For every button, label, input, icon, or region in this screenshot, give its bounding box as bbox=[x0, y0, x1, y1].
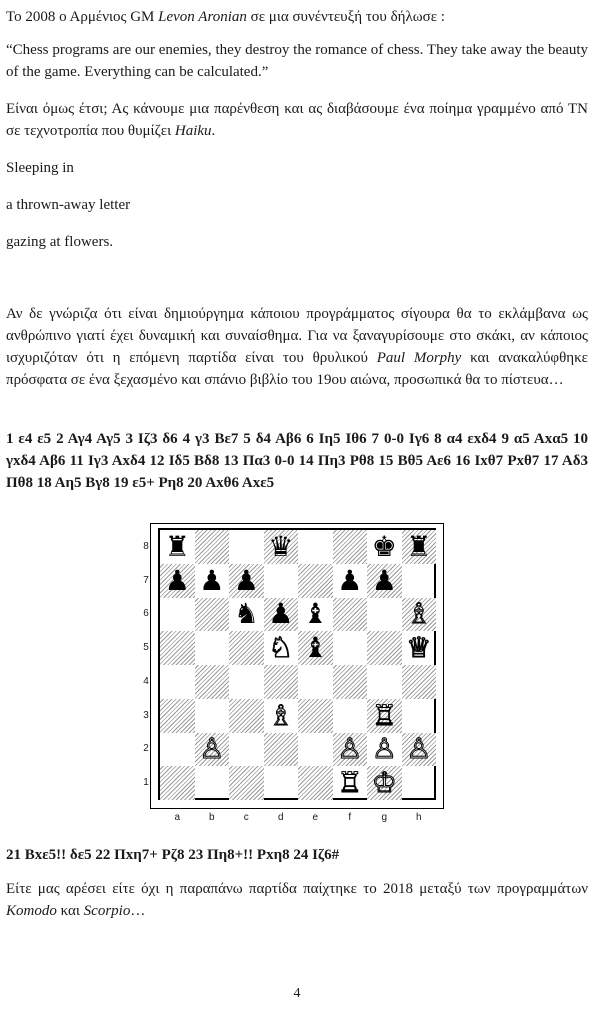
square-e5 bbox=[298, 631, 333, 665]
square-h7 bbox=[402, 564, 437, 598]
square-a1 bbox=[160, 766, 195, 800]
square-h6 bbox=[402, 598, 437, 632]
square-c2 bbox=[229, 733, 264, 767]
chess-diagram bbox=[143, 523, 444, 823]
square-h8 bbox=[402, 530, 437, 564]
file-label-a: a bbox=[174, 812, 181, 823]
rank-label-4: 4 bbox=[143, 675, 149, 687]
haiku-intro-paragraph: Είναι όμως έτσι; Ας κάνουμε μια παρένθεση και ας διαβάσουμε ένα ποίημα γραμμένο από ΤΝ σε τεχνοτροπία που θυμίζει Haiku. bbox=[6, 101, 588, 139]
file-label-e: e bbox=[312, 812, 319, 823]
file-label-h: h bbox=[415, 812, 422, 823]
rank-label-3: 3 bbox=[143, 709, 149, 721]
square-d4 bbox=[264, 665, 299, 699]
black-pawn-c7: ♟ bbox=[233, 563, 259, 597]
black-pawn-f7: ♟ bbox=[337, 563, 363, 597]
file-label-b: b bbox=[208, 812, 215, 823]
square-f1 bbox=[333, 766, 368, 800]
white-pawn-g2: ♙ bbox=[371, 732, 397, 766]
black-pawn-b7: ♟ bbox=[199, 563, 225, 597]
black-rook-h8: ♜ bbox=[406, 529, 432, 563]
black-pawn-d6: ♟ bbox=[268, 597, 294, 631]
square-b7 bbox=[195, 564, 230, 598]
square-d2 bbox=[264, 733, 299, 767]
square-g3 bbox=[367, 699, 402, 733]
file-label-g: g bbox=[381, 812, 388, 823]
white-rook-f1: ♖ bbox=[337, 766, 363, 800]
white-bishop-h6: ♗ bbox=[406, 597, 432, 631]
square-g4 bbox=[367, 665, 402, 699]
square-a2 bbox=[160, 733, 195, 767]
square-a6 bbox=[160, 598, 195, 632]
square-f6 bbox=[333, 598, 368, 632]
square-a4 bbox=[160, 665, 195, 699]
square-e7 bbox=[298, 564, 333, 598]
aronian-quote: “Chess programs are our enemies, they destroy the romance of chess. They take away the beauty of the game. Everything can be calculated.” bbox=[6, 42, 588, 80]
haiku-line-1: Sleeping in bbox=[6, 160, 74, 176]
square-g5 bbox=[367, 631, 402, 665]
square-c5 bbox=[229, 631, 264, 665]
rank-label-6: 6 bbox=[143, 608, 149, 620]
square-b5 bbox=[195, 631, 230, 665]
square-e3 bbox=[298, 699, 333, 733]
white-queen-h5: ♕ bbox=[406, 631, 432, 665]
square-a7 bbox=[160, 564, 195, 598]
square-a8 bbox=[160, 530, 195, 564]
square-d1 bbox=[264, 766, 299, 800]
square-f8 bbox=[333, 530, 368, 564]
square-a5 bbox=[160, 631, 195, 665]
square-e8 bbox=[298, 530, 333, 564]
square-g2 bbox=[367, 733, 402, 767]
square-a3 bbox=[160, 699, 195, 733]
square-c3 bbox=[229, 699, 264, 733]
square-b8 bbox=[195, 530, 230, 564]
black-king-g8: ♚ bbox=[371, 529, 397, 563]
rank-label-8: 8 bbox=[143, 540, 149, 552]
black-pawn-g7: ♟ bbox=[371, 563, 397, 597]
square-d3 bbox=[264, 699, 299, 733]
square-d6 bbox=[264, 598, 299, 632]
file-label-c: c bbox=[243, 812, 249, 823]
square-f5 bbox=[333, 631, 368, 665]
white-rook-g3: ♖ bbox=[371, 698, 397, 732]
square-b6 bbox=[195, 598, 230, 632]
square-g1 bbox=[367, 766, 402, 800]
square-c7 bbox=[229, 564, 264, 598]
file-label-d: d bbox=[277, 812, 284, 823]
square-c4 bbox=[229, 665, 264, 699]
square-h5 bbox=[402, 631, 437, 665]
square-h4 bbox=[402, 665, 437, 699]
white-pawn-b2: ♙ bbox=[199, 732, 225, 766]
black-bishop-e6: ♝ bbox=[302, 597, 328, 631]
square-d5 bbox=[264, 631, 299, 665]
square-g6 bbox=[367, 598, 402, 632]
square-c8 bbox=[229, 530, 264, 564]
square-h2 bbox=[402, 733, 437, 767]
square-c1 bbox=[229, 766, 264, 800]
haiku-line-3: gazing at flowers. bbox=[6, 234, 114, 250]
black-pawn-a7: ♟ bbox=[164, 563, 190, 597]
black-rook-a8: ♜ bbox=[164, 529, 190, 563]
haiku-line-2: a thrown-away letter bbox=[6, 197, 131, 213]
white-king-g1: ♔ bbox=[371, 766, 397, 800]
rank-label-5: 5 bbox=[143, 642, 149, 654]
white-pawn-f2: ♙ bbox=[337, 732, 363, 766]
chess-board bbox=[158, 528, 436, 800]
square-f3 bbox=[333, 699, 368, 733]
page-number: 4 bbox=[293, 986, 301, 1001]
square-b1 bbox=[195, 766, 230, 800]
black-queen-d8: ♛ bbox=[268, 529, 294, 563]
square-b3 bbox=[195, 699, 230, 733]
square-g8 bbox=[367, 530, 402, 564]
closing-paragraph: Είτε μας αρέσει είτε όχι η παραπάνω παρτίδα παίχτηκε το 2018 μεταξύ των προγραμμάτων Komodo και Scorpio… bbox=[6, 881, 588, 919]
square-c6 bbox=[229, 598, 264, 632]
square-f2 bbox=[333, 733, 368, 767]
file-label-f: f bbox=[348, 812, 352, 823]
square-e2 bbox=[298, 733, 333, 767]
square-e4 bbox=[298, 665, 333, 699]
intro-paragraph: Το 2008 ο Αρμένιος GM Levon Aronian σε μια συνέντευξή του δήλωσε : bbox=[6, 9, 445, 25]
white-knight-d5: ♘ bbox=[268, 631, 294, 665]
white-bishop-d3: ♗ bbox=[268, 698, 294, 732]
rank-label-2: 2 bbox=[143, 743, 149, 755]
game-moves-first: 1 ε4 ε5 2 Αγ4 Αγ5 3 Ιζ3 δ6 4 γ3 Βε7 5 δ4 Αβ6 6 Ιη5 Ιθ6 7 0-0 Ιγ6 8 α4 εxδ4 9 α5 Αxα5 10 γxδ4 Αβ6 11 Ιγ3 Αxδ4 12 Ιδ5 Βδ8 13 Πα3 0-0 14 Πη3 Ρθ8 15 Βθ5 Αε6 16 Ιxθ7 Ρxθ7 17 Αδ3 Πθ8 18 Αη5 Βγ8 19 ε5+ Ρη8 20 Αxθ6 Αxε5 bbox=[6, 431, 588, 491]
square-h3 bbox=[402, 699, 437, 733]
square-b4 bbox=[195, 665, 230, 699]
morphy-paragraph: Αν δε γνώριζα ότι είναι δημιούργημα κάποιου προγράμματος σίγουρα θα το εκλάμβανα ως ανθρώπινο γιατί έχει δυναμική και συναίσθημα. Για να ξαναγυρίσουμε στο σκάκι, αν κάποιος ισχυριζόταν ότι η επόμενη παρτίδα είναι του θρυλικού Paul Morphy και ανακαλύφθηκε πρόσφατα σε ένα ξεχασμένο και σπάνιο βιβλίο του 19ου αιώνα, προσωπικά θα το πίστευα… bbox=[6, 306, 588, 388]
rank-label-7: 7 bbox=[143, 574, 149, 586]
rank-label-1: 1 bbox=[143, 777, 149, 789]
black-knight-c6: ♞ bbox=[233, 597, 259, 631]
square-e6 bbox=[298, 598, 333, 632]
square-d8 bbox=[264, 530, 299, 564]
square-b2 bbox=[195, 733, 230, 767]
square-h1 bbox=[402, 766, 437, 800]
white-pawn-h2: ♙ bbox=[406, 732, 432, 766]
square-f7 bbox=[333, 564, 368, 598]
square-d7 bbox=[264, 564, 299, 598]
square-f4 bbox=[333, 665, 368, 699]
square-e1 bbox=[298, 766, 333, 800]
game-moves-finish: 21 Βxε5!! δε5 22 Πxη7+ Ρζ8 23 Πη8+!! Ρxη8 24 Ιζ6# bbox=[6, 847, 340, 863]
square-g7 bbox=[367, 564, 402, 598]
black-bishop-e5: ♝ bbox=[302, 631, 328, 665]
